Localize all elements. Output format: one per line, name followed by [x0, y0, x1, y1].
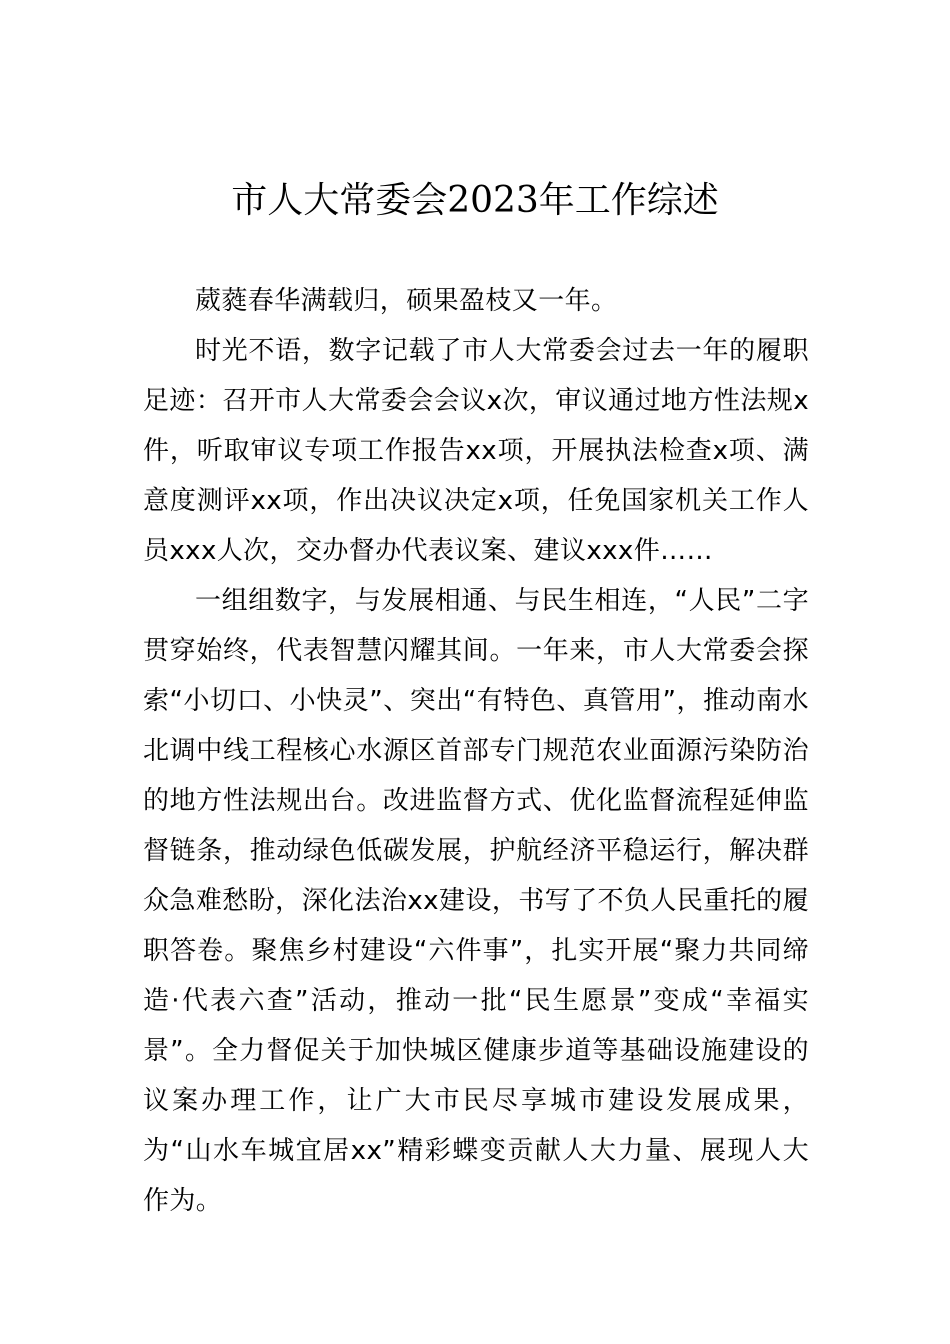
document-title: 市人大常委会2023年工作综述 [231, 180, 719, 221]
document-body [143, 276, 809, 1226]
paragraph-statistics: 时光不语，数字记载了市人大常委会过去一年的履职足迹：召开市人大常委会会议x次，审议通过地方性法规x件，听取审议专项工作报告xx项，开展执法检查x项、满意度测评xx项，作出决议决定x项，任免国家机关工作人员xxx人次，交办督办代表议案、建议xxx件…… [143, 336, 809, 566]
paragraph-achievements: 一组组数字，与发展相通、与民生相连，“人民”二字贯穿始终，代表智慧闪耀其间。一年来，市人大常委会探索“小切口、小快灵”、突出“有特色、真管用”，推动南水北调中线工程核心水源区首部专门规范农业面源污染防治的地方性法规出台。改进监督方式、优化监督流程延伸监督链条，推动绿色低碳发展，护航经济平稳运行，解决群众急难愁盼，深化法治xx建设，书写了不负人民重托的履职答卷。聚焦乡村建设“六件事”，扎实开展“聚力共同缔造·代表六查”活动，推动一批“民生愿景”变成“幸福实景”。全力督促关于加快城区健康步道等基础设施建设的议案办理工作，让广大市民尽享城市建设发展成果，为“山水车城宜居xx”精彩蝶变贡献人大力量、展现人大作为。 [143, 586, 809, 1216]
paragraph-opening: 葳蕤春华满载归，硕果盈枝又一年。 [195, 286, 618, 316]
